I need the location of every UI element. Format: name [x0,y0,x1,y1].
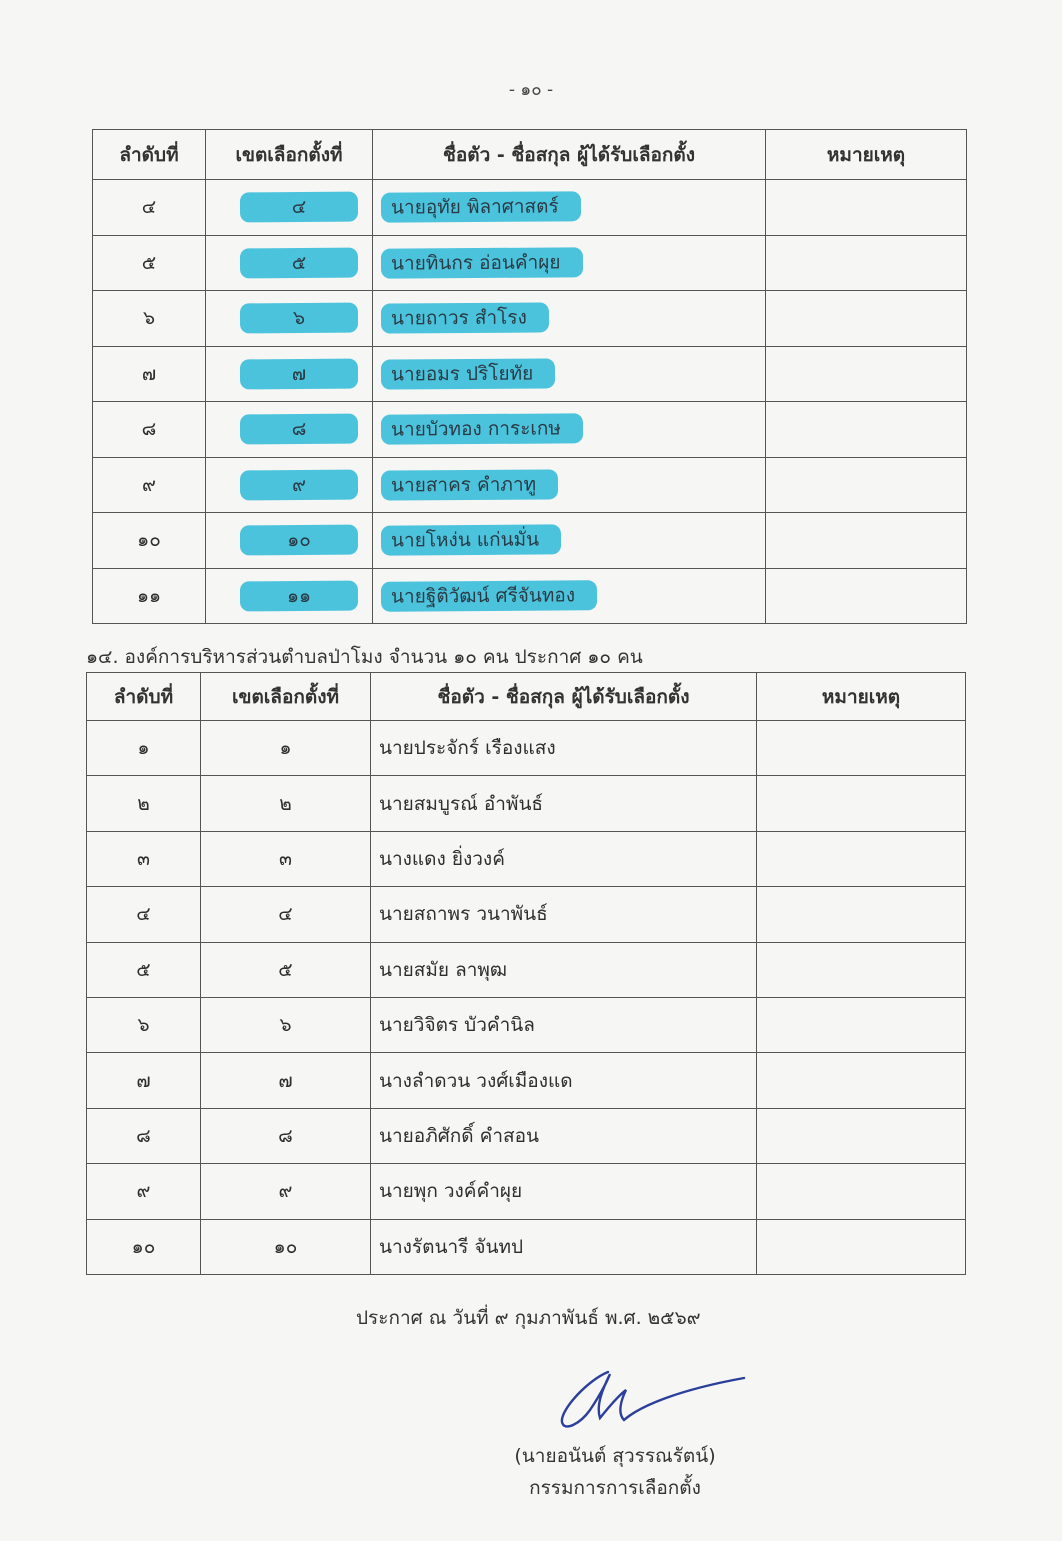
cell-name: นางลำดวน วงศ์เมืองแด [371,1053,757,1108]
cell-district: ๙ [201,1164,371,1219]
cell-district [206,513,373,569]
cell-district: ๗ [201,1053,371,1108]
cell-order: ๕ [93,235,206,291]
table-row [93,513,967,569]
cell-name [373,513,766,569]
cell-remark [757,1164,966,1219]
cell-name [373,291,766,347]
cell-name [373,568,766,624]
cell-district [206,180,373,236]
header-district: เขตเลือกตั้งที่ [206,130,373,180]
cell-district: ๑ [201,721,371,776]
table-row [87,776,966,831]
table-row [87,721,966,776]
cell-name: นางแดง ยิ่งวงค์ [371,831,757,886]
cell-remark [766,291,967,347]
cell-name: นางรัตนารี จันทป [371,1219,757,1274]
cell-name-text: นายบัวทอง การะเกษ [381,414,583,445]
table-row [93,402,967,458]
cell-district-text: ๗ [240,358,358,389]
cell-name: นายสมบูรณ์ อำพันธ์ [371,776,757,831]
cell-order: ๔ [93,180,206,236]
cell-remark [766,235,967,291]
cell-district [206,346,373,402]
cell-remark [757,1108,966,1163]
cell-district [206,568,373,624]
cell-district-text: ๑๐ [240,525,358,556]
cell-order: ๖ [93,291,206,347]
elected-table-continued [92,129,967,624]
cell-order: ๒ [87,776,201,831]
cell-remark [757,776,966,831]
header-order: ลำดับที่ [87,673,201,721]
cell-name: นายพุก วงค์คำผุย [371,1164,757,1219]
cell-name-text: นายฐิติวัฒน์ ศรีจันทอง [381,580,597,612]
cell-district [206,291,373,347]
table-row [93,457,967,513]
table-row [93,346,967,402]
cell-name [373,346,766,402]
page-number: - ๑๐ - [508,80,554,100]
cell-order: ๕ [87,942,201,997]
elected-table-pamong [86,672,966,1275]
signer-position: กรรมการการเลือกตั้ง [529,1477,701,1499]
table-row [87,887,966,942]
cell-name [373,457,766,513]
cell-district: ๖ [201,997,371,1052]
cell-name-text: นายอมร ปริโยทัย [381,358,555,389]
cell-remark [766,513,967,569]
cell-order: ๗ [93,346,206,402]
cell-order: ๑๐ [87,1219,201,1274]
cell-district [206,457,373,513]
cell-district-text: ๖ [240,303,358,334]
table-header-row [93,130,967,180]
cell-order: ๙ [87,1164,201,1219]
header-remark: หมายเหตุ [766,130,967,180]
table-row [87,1164,966,1219]
cell-remark [757,997,966,1052]
cell-remark [757,721,966,776]
signature [548,1360,758,1440]
table-row [93,235,967,291]
cell-district-text: ๔ [240,192,358,223]
cell-district-text: ๑๑ [240,580,358,611]
table-row [93,568,967,624]
cell-name-text: นายทินกร อ่อนคำผุย [381,247,583,278]
cell-district [206,402,373,458]
cell-remark [757,1219,966,1274]
cell-order: ๘ [87,1108,201,1163]
cell-district-text: ๘ [240,414,358,445]
cell-district-text: ๙ [240,469,358,500]
cell-name [373,402,766,458]
table-row [87,1108,966,1163]
cell-district: ๑๐ [201,1219,371,1274]
cell-remark [757,831,966,886]
cell-name-text: นายโหง่น แก่นมั่น [381,525,561,556]
table-row [93,180,967,236]
table-row [87,1219,966,1274]
header-name: ชื่อตัว - ชื่อสกุล ผู้ได้รับเลือกตั้ง [371,673,757,721]
section-title: ๑๔. องค์การบริหารส่วนตำบลป่าโมง จำนวน ๑๐ คน ประกาศ ๑๐ คน [86,646,643,668]
announcement-date: ประกาศ ณ วันที่ ๙ กุมภาพันธ์ พ.ศ. ๒๕๖๙ [356,1307,701,1329]
cell-order: ๙ [93,457,206,513]
cell-district: ๘ [201,1108,371,1163]
cell-name [373,235,766,291]
header-order: ลำดับที่ [93,130,206,180]
signer-name: (นายอนันต์ สุวรรณรัตน์) [514,1445,716,1467]
cell-district [206,235,373,291]
signer-block [480,1440,750,1504]
cell-name-text: นายถาวร สำโรง [381,303,549,334]
cell-district-text: ๕ [240,247,358,278]
cell-district: ๔ [201,887,371,942]
table-row [87,997,966,1052]
cell-remark [757,1053,966,1108]
table-row [93,291,967,347]
cell-order: ๑๑ [93,568,206,624]
cell-name-text: นายสาคร คำภาทู [381,469,558,500]
cell-name: นายสถาพร วนาพันธ์ [371,887,757,942]
cell-name: นายอภิศักดิ์ คำสอน [371,1108,757,1163]
cell-name-text: นายอุทัย พิลาศาสตร์ [381,192,581,223]
table-row [87,1053,966,1108]
cell-name: นายสมัย ลาพุฒ [371,942,757,997]
cell-order: ๑๐ [93,513,206,569]
cell-remark [766,346,967,402]
header-remark: หมายเหตุ [757,673,966,721]
cell-remark [766,457,967,513]
header-district: เขตเลือกตั้งที่ [201,673,371,721]
cell-order: ๓ [87,831,201,886]
cell-name [373,180,766,236]
cell-remark [766,402,967,458]
cell-remark [766,180,967,236]
cell-order: ๘ [93,402,206,458]
cell-district: ๒ [201,776,371,831]
cell-district: ๕ [201,942,371,997]
cell-name: นายประจักร์ เรืองแสง [371,721,757,776]
cell-district: ๓ [201,831,371,886]
cell-remark [757,887,966,942]
cell-remark [766,568,967,624]
cell-order: ๗ [87,1053,201,1108]
cell-order: ๖ [87,997,201,1052]
cell-remark [757,942,966,997]
cell-order: ๑ [87,721,201,776]
table-row [87,942,966,997]
header-name: ชื่อตัว - ชื่อสกุล ผู้ได้รับเลือกตั้ง [373,130,766,180]
table-header-row [87,673,966,721]
cell-order: ๔ [87,887,201,942]
cell-name: นายวิจิตร บัวคำนิล [371,997,757,1052]
table-row [87,831,966,886]
